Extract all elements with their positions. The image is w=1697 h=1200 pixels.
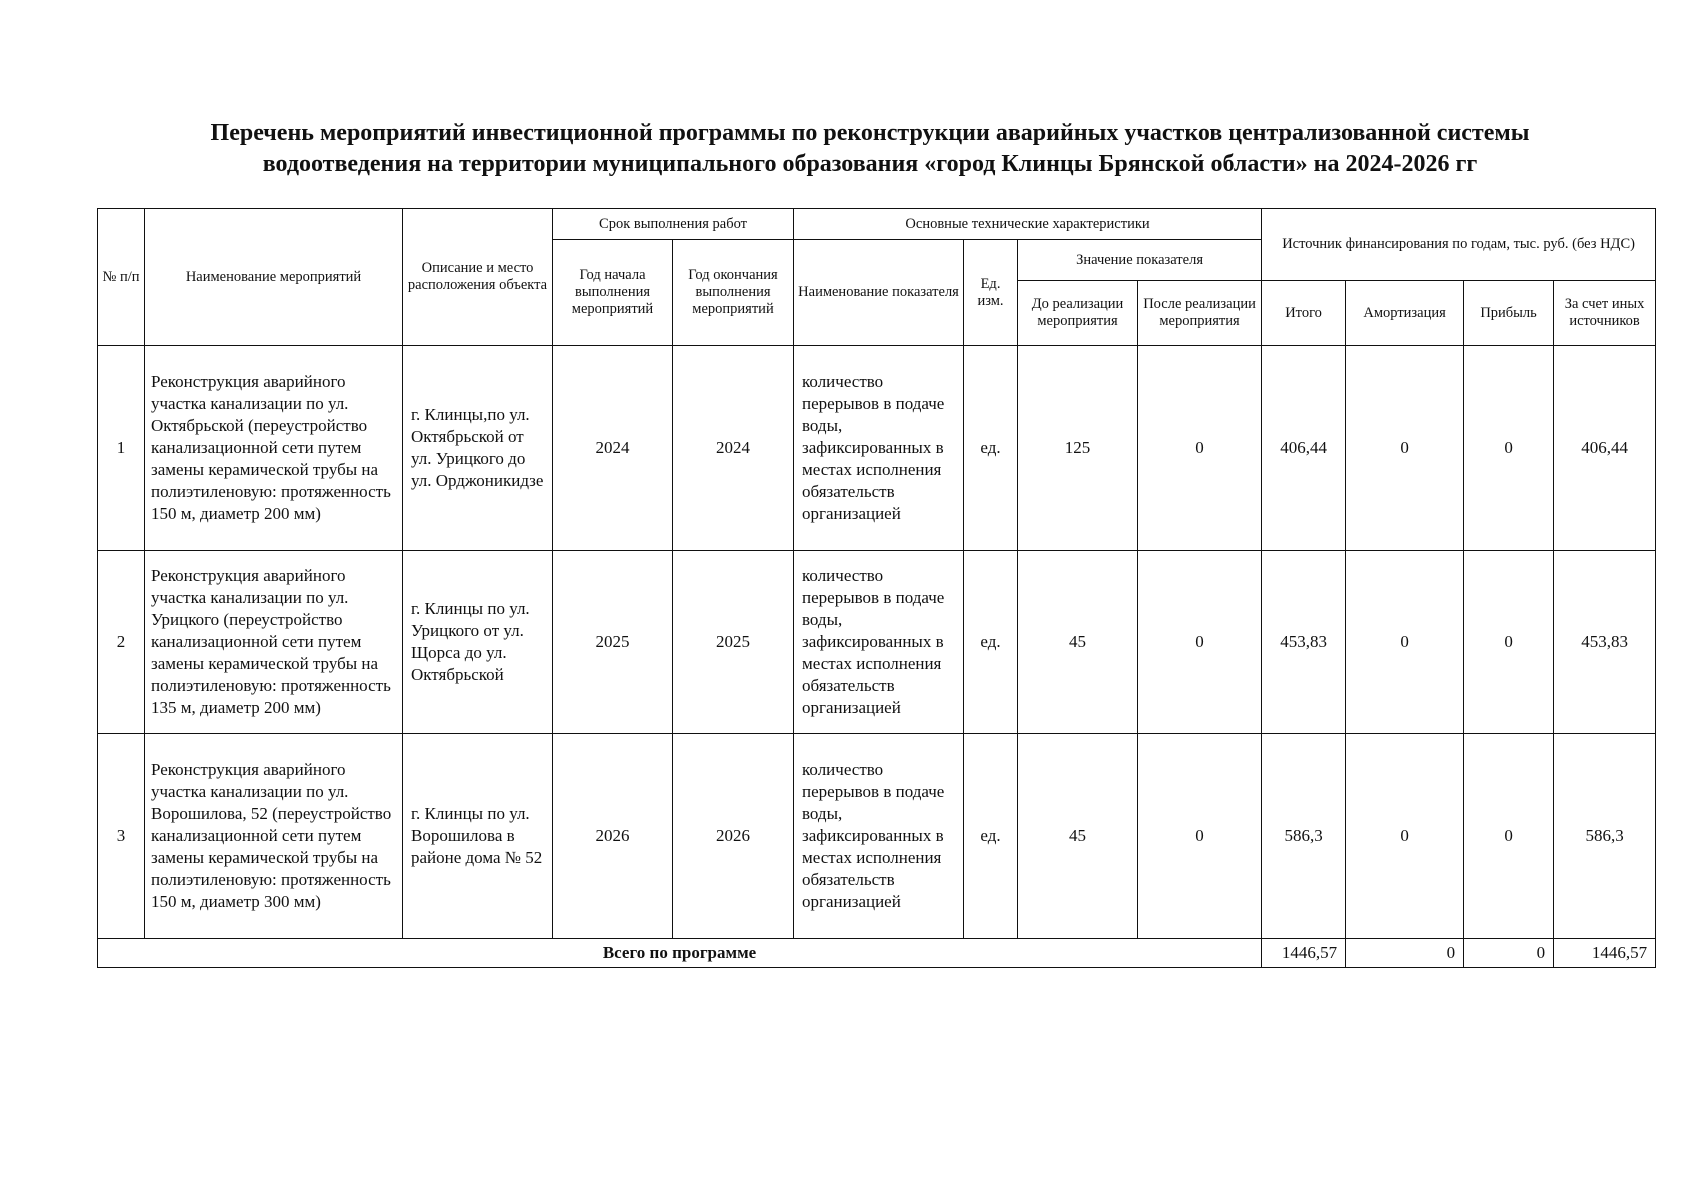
title-line-2: водоотведения на территории муниципального образования «город Клинцы Брянской области» на 2024-2026 гг	[262, 151, 1478, 177]
header-unit: Ед. изм.	[964, 240, 1018, 346]
header-end-year: Год окончания выполнения мероприятий	[673, 240, 794, 346]
document-title	[100, 118, 1640, 180]
header-start-year: Год начала выполнения мероприятий	[553, 240, 673, 346]
header-after: После реализации мероприятия	[1138, 281, 1262, 346]
row-num: 2	[98, 551, 145, 734]
row-unit: ед.	[964, 346, 1018, 551]
summary-other: 1446,57	[1554, 939, 1656, 968]
row-location: г. Клинцы по ул. Ворошилова в районе дома № 52	[403, 734, 553, 939]
row-indicator: количество перерывов в подаче воды, зафиксированных в местах исполнения обязательств организацией	[794, 734, 964, 939]
measures-table	[97, 208, 1656, 968]
header-indicator-value: Значение показателя	[1018, 240, 1262, 281]
header-total: Итого	[1262, 281, 1346, 346]
header-description: Описание и место расположения объекта	[403, 209, 553, 346]
table-row	[98, 551, 1656, 734]
row-total: 406,44	[1262, 346, 1346, 551]
header-funding: Источник финансирования по годам, тыс. руб. (без НДС)	[1262, 209, 1656, 281]
row-after: 0	[1138, 551, 1262, 734]
row-indicator: количество перерывов в подаче воды, зафиксированных в местах исполнения обязательств организацией	[794, 551, 964, 734]
row-start: 2026	[553, 734, 673, 939]
row-amortization: 0	[1346, 734, 1464, 939]
summary-profit: 0	[1464, 939, 1554, 968]
row-total: 586,3	[1262, 734, 1346, 939]
row-start: 2025	[553, 551, 673, 734]
header-name: Наименование мероприятий	[145, 209, 403, 346]
row-unit: ед.	[964, 551, 1018, 734]
row-name: Реконструкция аварийного участка канализации по ул. Урицкого (переустройство канализационной сети путем замены керамической трубы на полиэтиленовую: протяженность 135 м, диаметр 200 мм)	[145, 551, 403, 734]
header-before: До реализации мероприятия	[1018, 281, 1138, 346]
row-end: 2026	[673, 734, 794, 939]
row-before: 45	[1018, 734, 1138, 939]
summary-amortization: 0	[1346, 939, 1464, 968]
row-amortization: 0	[1346, 551, 1464, 734]
row-after: 0	[1138, 346, 1262, 551]
row-end: 2025	[673, 551, 794, 734]
row-after: 0	[1138, 734, 1262, 939]
row-total: 453,83	[1262, 551, 1346, 734]
header-profit: Прибыль	[1464, 281, 1554, 346]
row-location: г. Клинцы по ул. Урицкого от ул. Щорса до ул. Октябрьской	[403, 551, 553, 734]
summary-label: Всего по программе	[98, 939, 1262, 968]
row-end: 2024	[673, 346, 794, 551]
row-other: 406,44	[1554, 346, 1656, 551]
row-num: 1	[98, 346, 145, 551]
row-location: г. Клинцы,по ул. Октябрьской от ул. Урицкого до ул. Орджоникидзе	[403, 346, 553, 551]
table-row	[98, 346, 1656, 551]
row-num: 3	[98, 734, 145, 939]
header-tech: Основные технические характеристики	[794, 209, 1262, 240]
row-before: 125	[1018, 346, 1138, 551]
row-profit: 0	[1464, 734, 1554, 939]
header-amortization: Амортизация	[1346, 281, 1464, 346]
row-before: 45	[1018, 551, 1138, 734]
row-name: Реконструкция аварийного участка канализации по ул. Ворошилова, 52 (переустройство канализационной сети путем замены керамической трубы на полиэтиленовую: протяженность 150 м, диаметр 300 мм)	[145, 734, 403, 939]
row-profit: 0	[1464, 551, 1554, 734]
header-indicator-name: Наименование показателя	[794, 240, 964, 346]
row-profit: 0	[1464, 346, 1554, 551]
summary-row	[98, 939, 1656, 968]
header-period: Срок выполнения работ	[553, 209, 794, 240]
title-line-1: Перечень мероприятий инвестиционной программы по реконструкции аварийных участков централизованной системы	[210, 120, 1530, 146]
row-other: 586,3	[1554, 734, 1656, 939]
row-other: 453,83	[1554, 551, 1656, 734]
row-amortization: 0	[1346, 346, 1464, 551]
summary-total: 1446,57	[1262, 939, 1346, 968]
row-name: Реконструкция аварийного участка канализации по ул. Октябрьской (переустройство канализационной сети путем замены керамической трубы на полиэтиленовую: протяженность 150 м, диаметр 200 мм)	[145, 346, 403, 551]
row-indicator: количество перерывов в подаче воды, зафиксированных в местах исполнения обязательств организацией	[794, 346, 964, 551]
table-row	[98, 734, 1656, 939]
header-num: № п/п	[98, 209, 145, 346]
row-start: 2024	[553, 346, 673, 551]
header-row-1	[98, 209, 1656, 240]
row-unit: ед.	[964, 734, 1018, 939]
header-other: За счет иных источников	[1554, 281, 1656, 346]
